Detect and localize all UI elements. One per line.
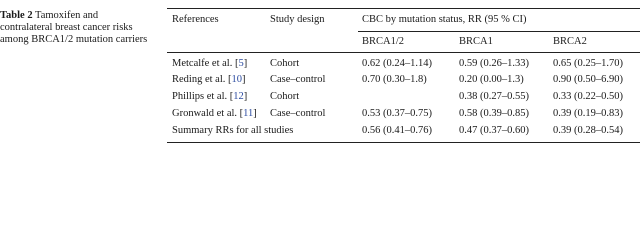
summary-brca2: 0.39 (0.28–0.54): [553, 125, 623, 136]
header-references: References: [172, 14, 219, 25]
row-brca1: 0.20 (0.00–1.3): [459, 74, 524, 85]
row-reference: [172, 108, 257, 120]
citation-link[interactable]: 5: [238, 58, 244, 69]
row-reference: [172, 91, 247, 103]
row-design: Case–control: [270, 74, 326, 85]
summary-brca12: 0.56 (0.41–0.76): [362, 125, 432, 136]
row-brca12: 0.62 (0.24–1.14): [362, 58, 432, 69]
reference-author: Gronwald et al. [: [172, 108, 244, 119]
group-header-rule: [358, 31, 640, 32]
citation-link[interactable]: 10: [231, 74, 242, 85]
row-brca1: 0.38 (0.27–0.55): [459, 91, 529, 102]
header-brca2: BRCA2: [553, 36, 587, 47]
row-design: Cohort: [270, 58, 300, 69]
table-top-rule: [167, 8, 640, 9]
row-brca2: 0.90 (0.50–6.90): [553, 74, 623, 85]
row-brca2: 0.65 (0.25–1.70): [553, 58, 623, 69]
row-brca2: 0.39 (0.19–0.83): [553, 108, 623, 119]
header-study-design: Study design: [270, 14, 325, 25]
summary-brca1: 0.47 (0.37–0.60): [459, 125, 529, 136]
header-brca12: BRCA1/2: [362, 36, 405, 47]
citation-link[interactable]: 11: [243, 108, 254, 119]
row-brca12: 0.70 (0.30–1.8): [362, 74, 427, 85]
row-brca2: 0.33 (0.22–0.50): [553, 91, 623, 102]
row-brca1: 0.59 (0.26–1.33): [459, 58, 529, 69]
reference-author: Phillips et al. [: [172, 91, 234, 102]
reference-author: Metcalfe et al. [: [172, 58, 239, 69]
reference-bracket: ]: [241, 74, 246, 85]
row-design: Case–control: [270, 108, 326, 119]
row-reference: [172, 58, 247, 70]
header-brca1: BRCA1: [459, 36, 493, 47]
reference-bracket: ]: [253, 108, 257, 119]
reference-bracket: ]: [243, 58, 248, 69]
reference-author: Reding et al. [: [172, 74, 232, 85]
row-brca12: 0.53 (0.37–0.75): [362, 108, 432, 119]
table-bottom-rule: [167, 142, 640, 143]
row-reference: [172, 74, 245, 86]
table-caption-text: Tamoxifen and contralateral breast cancer risks among BRCA1/2 mutation carriers: [0, 10, 148, 45]
row-brca1: 0.58 (0.39–0.85): [459, 108, 529, 119]
table-caption: [0, 10, 150, 46]
table-label: Table 2: [0, 10, 33, 21]
header-cbc-group: CBC by mutation status, RR (95 % CI): [362, 14, 527, 25]
header-bottom-rule: [167, 52, 640, 53]
reference-bracket: ]: [243, 91, 248, 102]
citation-link[interactable]: 12: [233, 91, 244, 102]
summary-label: Summary RRs for all studies: [172, 125, 294, 136]
row-design: Cohort: [270, 91, 300, 102]
